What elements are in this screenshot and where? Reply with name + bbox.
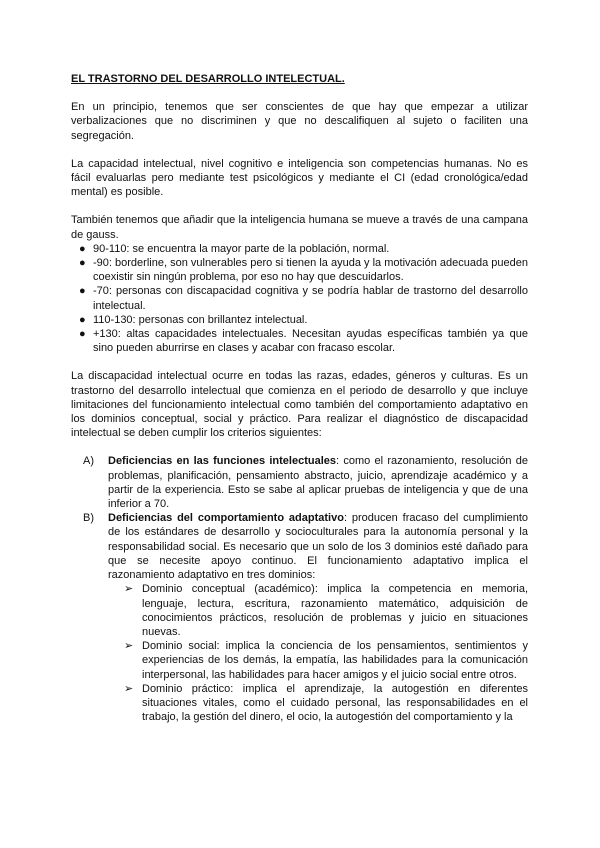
criterion-a: A) Deficiencias en las funciones intelectuales: como el razonamiento, resolución de problemas, planificación, pensamiento abstracto, juicio, aprendizaje académico y a partir de la experiencia. Esto se sabe al aplicar pruebas de inteligencia y que de una inferior a 70.	[83, 455, 528, 511]
paragraph-intro: En un principio, tenemos que ser conscientes de que hay que empezar a utilizar verbalizaciones que no discriminen y que no descalifiquen al sujeto o faciliten una segregación.	[71, 101, 528, 142]
paragraph-capacity: La capacidad intelectual, nivel cognitivo e inteligencia son competencias humanas. No es fácil evaluarlas pero mediante test psicológicos y mediante el CI (edad cronológica/edad mental) es posible.	[71, 157, 528, 199]
criterion-heading: Deficiencias del comportamiento adaptativo	[108, 512, 344, 525]
paragraph-gauss: También tenemos que añadir que la inteligencia humana se mueve a través de una campana de gauss.	[71, 214, 528, 241]
arrow-bullet-icon: ➢	[124, 682, 134, 695]
paragraph-definition: La discapacidad intelectual ocurre en todas las razas, edades, géneros y culturas. Es un trastorno del desarrollo intelectual que comienza en el periodo de desarrollo y que incluye limitaciones del funcionamiento intelectual como también del comportamiento adaptativo en los dominios conceptual, social y práctico. Para realizar el diagnóstico de discapacidad intelectual se deben cumplir los criterios siguientes:	[71, 370, 528, 440]
domain-list	[108, 582, 528, 724]
list-item: ➢ Dominio conceptual (académico): implica la competencia en memoria, lenguaje, lectura, escritura, razonamiento matemático, adquisición de conocimientos prácticos, resolución de problemas y juicio en situaciones nuevas.	[124, 583, 528, 638]
arrow-bullet-icon: ➢	[124, 640, 134, 653]
criterion-b: B) Deficiencias del comportamiento adaptativo: producen fracaso del cumplimiento de los estándares de desarrollo y socioculturales para la autonomía personal y la responsabilidad social. Es necesario que un solo de los 3 dominios esté dañado para que se necesite apoyo continuo. El funcionamiento adaptativo implica el razonamiento adaptativo en tres dominios: ➢ Dominio conceptual (académico): implica la competencia en memoria, lenguaje, lectura, escritura, razonamiento matemático, adquisición de conocimientos prácticos, resolución de problemas y juicio en situaciones nuevas. ➢ Dominio social: implica la conciencia de los pensamientos, sentimientos y experiencias de los demás, la empatía, las habilidades para la comunicación interpersonal, las habilidades para hacer amigos y el juicio social entre otros. ➢ Dominio práctico: implica el aprendizaje, la autogestión en diferentes situaciones vitales, como el cuidado personal, las responsabilidades en el trabajo, la gestión del dinero, el ocio, la autogestión del comportamiento y la	[83, 512, 528, 724]
criteria-list	[71, 454, 528, 724]
bullet-icon: ●	[79, 257, 86, 270]
document-page	[71, 72, 528, 724]
iq-range-list	[71, 242, 528, 356]
criterion-marker: B)	[83, 512, 94, 525]
list-item: ● 90-110: se encuentra la mayor parte de la población, normal.	[79, 242, 390, 255]
bullet-icon: ●	[79, 242, 86, 255]
list-item: ● -70: personas con discapacidad cognitiva y se podría hablar de trastorno del desarrollo intelectual.	[79, 285, 528, 312]
spacer	[71, 199, 528, 213]
criterion-heading: Deficiencias en las funciones intelectuales	[108, 455, 337, 468]
criterion-marker: A)	[83, 455, 94, 468]
bullet-icon: ●	[79, 328, 86, 341]
list-item: ➢ Dominio práctico: implica el aprendizaje, la autogestión en diferentes situaciones vitales, como el cuidado personal, las responsabilidades en el trabajo, la gestión del dinero, el ocio, la autogestión del comportamiento y la	[124, 682, 528, 724]
list-item: ● 110-130: personas con brillantez intelectual.	[79, 313, 308, 326]
spacer	[71, 143, 528, 157]
document-title: EL TRASTORNO DEL DESARROLLO INTELECTUAL.	[71, 73, 345, 85]
list-item: ● +130: altas capacidades intelectuales. Necesitan ayudas específicas también ya que sino pueden aburrirse en clases y acabar con fracaso escolar.	[79, 328, 528, 355]
list-item: ➢ Dominio social: implica la conciencia de los pensamientos, sentimientos y experiencias de los demás, la empatía, las habilidades para la comunicación interpersonal, las habilidades para hacer amigos y el juicio social entre otros.	[124, 640, 528, 681]
spacer	[71, 440, 528, 454]
arrow-bullet-icon: ➢	[124, 583, 134, 596]
bullet-icon: ●	[79, 313, 86, 326]
list-item: ● -90: borderline, son vulnerables pero si tienen la ayuda y la motivación adecuada pueden coexistir sin ningún problema, por eso no hay que descuidarlos.	[79, 257, 528, 284]
bullet-icon: ●	[79, 285, 86, 298]
spacer	[71, 355, 528, 369]
